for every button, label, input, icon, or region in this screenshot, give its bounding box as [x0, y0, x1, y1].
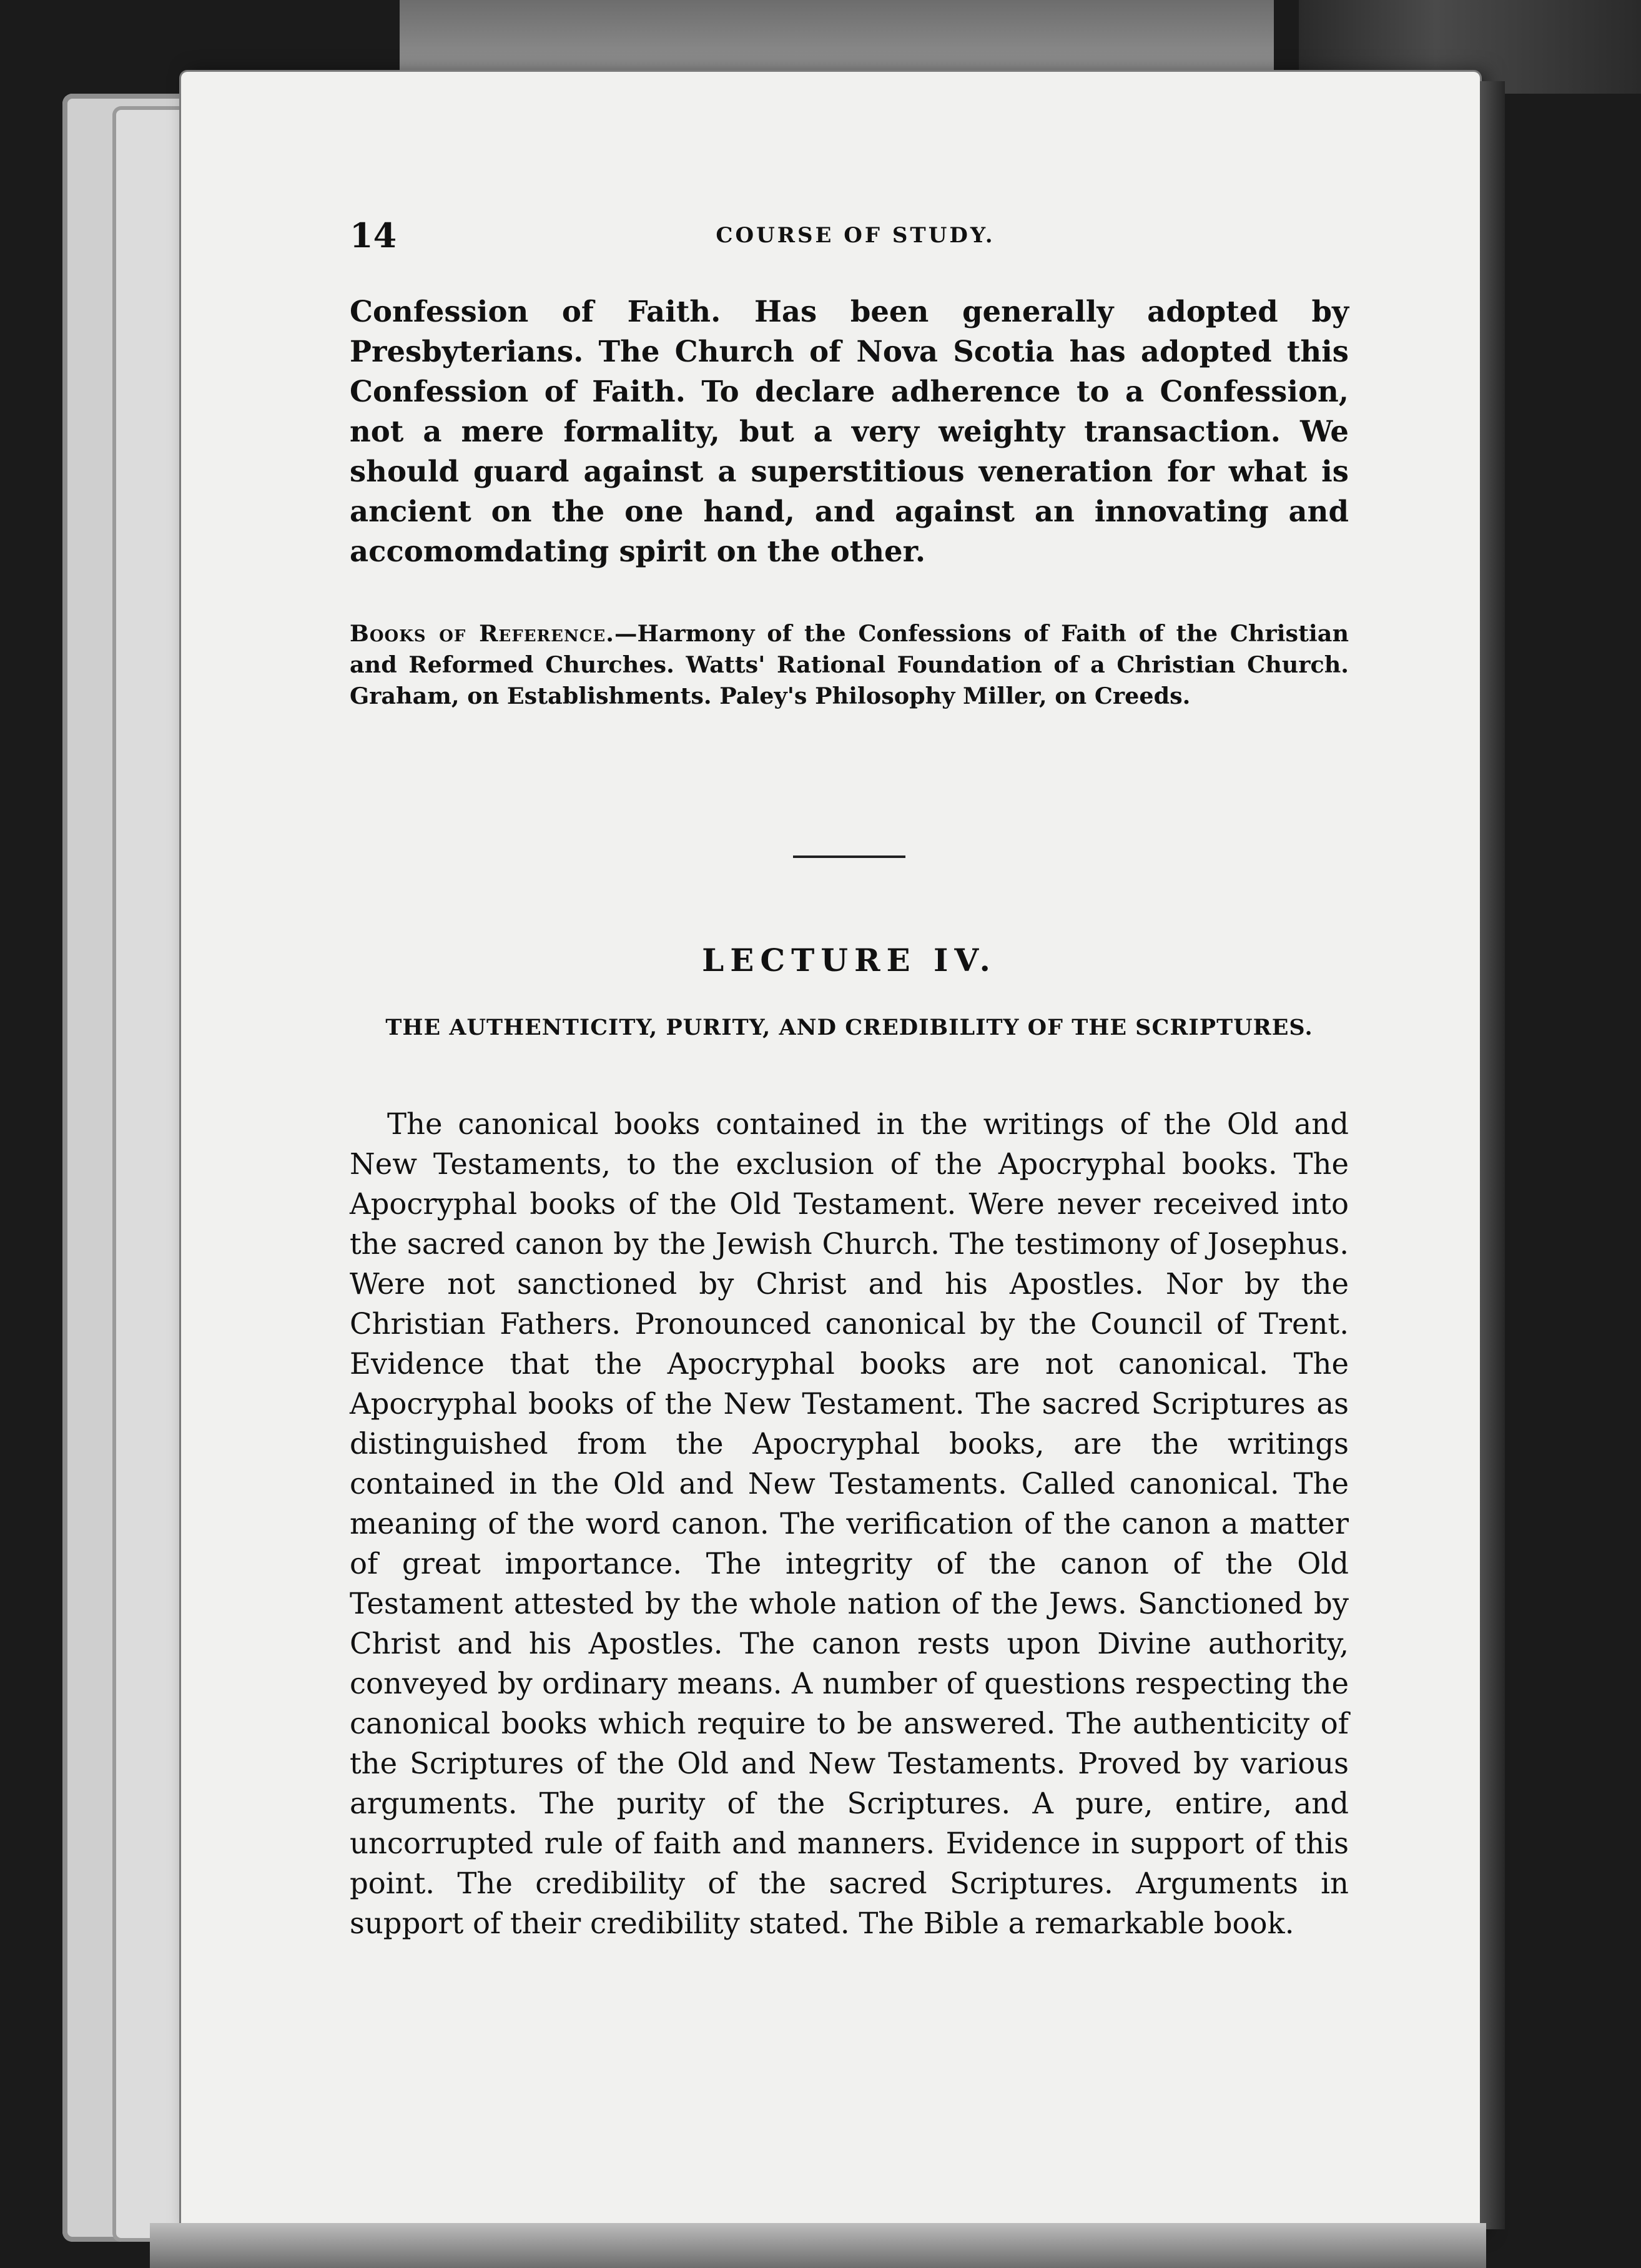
page-right-shadow — [1480, 81, 1505, 2229]
lecture-subheading: THE AUTHENTICITY, PURITY, AND CREDIBILITY OF THE SCRIPTURES. — [385, 1015, 1313, 1040]
paragraph-confession — [350, 292, 1349, 571]
lecture-heading: LECTURE IV. — [702, 942, 997, 979]
page-number: 14 — [350, 215, 397, 255]
books-of-reference-list: —Harmony of the Confessions of Faith of the Christian and Reformed Churches. Watts' Rational Foundation of a Christian Church. Graham, on Establishments. Paley's Philosophy Miller, on Creeds. — [350, 620, 1349, 709]
paragraph-canonical-books — [350, 1104, 1349, 1943]
running-title: COURSE OF STUDY. — [716, 223, 995, 248]
paragraph-canonical-books-text: The canonical books contained in the writings of the Old and New Testaments, to the exclusion of the Apocryphal books. The Apocryphal books of the Old Testament. Were never received into the sacred canon by the Jewish Church. The testimony of Josephus. Were not sanctioned by Christ and his Apostles. Nor by the Christian Fathers. Pronounced canonical by the Council of Trent. Evidence that the Apocryphal books are not canonical. The Apocryphal books of the New Testament. The sacred Scriptures as distinguished from the Apocryphal books, are the writings contained in the Old and New Testaments. Called canonical. The meaning of the word canon. The verification of the canon a matter of great importance. The integrity of the canon of the Old Testament attested by the whole nation of the Jews. Sanctioned by Christ and his Apostles. The canon rests upon Divine authority, conveyed by ordinary means. A number of questions respecting the canonical books which require to be answered. The authenticity of the Scriptures of the Old and New Testaments. Proved by various arguments. The purity of the Scriptures. A pure, entire, and uncorrupted rule of faith and manners. Evidence in support of this point. The credibility of the sacred Scriptures. Arguments in support of their credibility stated. The Bible a remarkable book. — [350, 1107, 1349, 1940]
books-of-reference — [350, 618, 1349, 712]
running-head — [350, 215, 1361, 259]
paragraph-confession-text: Confession of Faith. Has been generally adopted by Presbyterians. The Church of Nova Scotia has adopted this Confession of Faith. To declare adherence to a Confession, not a mere formality, but a very weighty transaction. We should guard against a superstitious veneration for what is ancient on the one hand, and against an innovating and accomomdating spirit on the other. — [350, 294, 1349, 568]
page-bottom-edge — [150, 2223, 1486, 2268]
books-of-reference-text — [350, 618, 1349, 712]
books-of-reference-label: Books of Reference. — [350, 620, 614, 647]
section-divider-rule — [793, 855, 905, 858]
